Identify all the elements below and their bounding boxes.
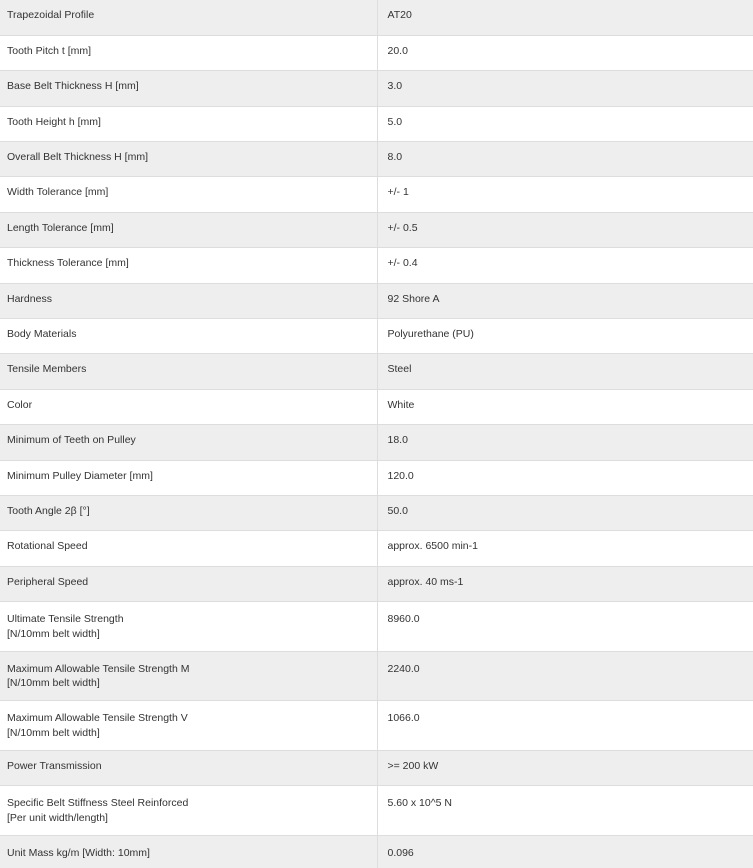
table-row <box>0 35 753 70</box>
spec-label: Peripheral Speed <box>0 566 377 601</box>
spec-label: Unit Mass kg/m [Width: 10mm] <box>0 835 377 868</box>
table-row <box>0 750 753 785</box>
spec-label: Ultimate Tensile Strength [N/10mm belt width] <box>0 602 377 652</box>
table-row <box>0 319 753 354</box>
table-row <box>0 786 753 836</box>
spec-value: 2240.0 <box>377 651 753 701</box>
spec-value: AT20 <box>377 0 753 35</box>
spec-value: approx. 40 ms-1 <box>377 566 753 601</box>
spec-label: Minimum of Teeth on Pulley <box>0 425 377 460</box>
spec-label: Width Tolerance [mm] <box>0 177 377 212</box>
spec-label: Body Materials <box>0 319 377 354</box>
spec-label: Length Tolerance [mm] <box>0 212 377 247</box>
spec-label: Base Belt Thickness H [mm] <box>0 71 377 106</box>
spec-value: White <box>377 389 753 424</box>
spec-value: +/- 0.4 <box>377 248 753 283</box>
table-row <box>0 106 753 141</box>
spec-label: Tooth Height h [mm] <box>0 106 377 141</box>
table-row <box>0 460 753 495</box>
spec-value: 8.0 <box>377 142 753 177</box>
spec-label: Maximum Allowable Tensile Strength V [N/10mm belt width] <box>0 701 377 751</box>
table-row <box>0 389 753 424</box>
spec-label: Rotational Speed <box>0 531 377 566</box>
spec-label: Power Transmission <box>0 750 377 785</box>
spec-value: approx. 6500 min-1 <box>377 531 753 566</box>
spec-value: +/- 0.5 <box>377 212 753 247</box>
spec-label: Tooth Pitch t [mm] <box>0 35 377 70</box>
table-row <box>0 566 753 601</box>
table-row <box>0 248 753 283</box>
spec-label: Minimum Pulley Diameter [mm] <box>0 460 377 495</box>
spec-label: Thickness Tolerance [mm] <box>0 248 377 283</box>
table-row <box>0 283 753 318</box>
table-row <box>0 212 753 247</box>
spec-label: Trapezoidal Profile <box>0 0 377 35</box>
table-row <box>0 835 753 868</box>
spec-label: Hardness <box>0 283 377 318</box>
table-row <box>0 354 753 389</box>
spec-value: 0.096 <box>377 835 753 868</box>
spec-value: 50.0 <box>377 495 753 530</box>
spec-value: +/- 1 <box>377 177 753 212</box>
table-row <box>0 177 753 212</box>
table-row <box>0 425 753 460</box>
spec-value: 1066.0 <box>377 701 753 751</box>
spec-value: 5.60 x 10^5 N <box>377 786 753 836</box>
table-row <box>0 531 753 566</box>
spec-label: Tooth Angle 2β [°] <box>0 495 377 530</box>
table-row <box>0 142 753 177</box>
spec-value: 5.0 <box>377 106 753 141</box>
spec-label: Maximum Allowable Tensile Strength M [N/10mm belt width] <box>0 651 377 701</box>
spec-value: 20.0 <box>377 35 753 70</box>
table-row <box>0 495 753 530</box>
table-row <box>0 0 753 35</box>
spec-value: >= 200 kW <box>377 750 753 785</box>
table-row <box>0 602 753 652</box>
table-row <box>0 71 753 106</box>
spec-value: Steel <box>377 354 753 389</box>
spec-value: 120.0 <box>377 460 753 495</box>
spec-value: 3.0 <box>377 71 753 106</box>
table-row <box>0 701 753 751</box>
spec-label: Color <box>0 389 377 424</box>
spec-value: 18.0 <box>377 425 753 460</box>
spec-label: Overall Belt Thickness H [mm] <box>0 142 377 177</box>
spec-value: 92 Shore A <box>377 283 753 318</box>
spec-label: Specific Belt Stiffness Steel Reinforced [Per unit width/length] <box>0 786 377 836</box>
spec-value: Polyurethane (PU) <box>377 319 753 354</box>
spec-label: Tensile Members <box>0 354 377 389</box>
table-row <box>0 651 753 701</box>
spec-value: 8960.0 <box>377 602 753 652</box>
